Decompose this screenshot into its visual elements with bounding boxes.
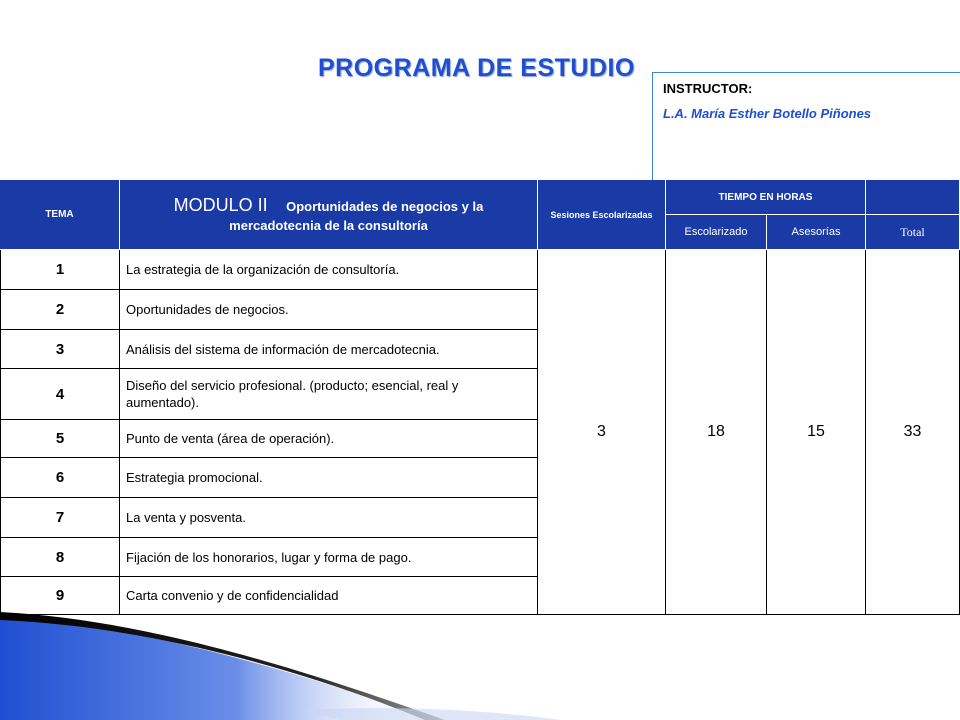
- module-title: MODULO II: [173, 194, 268, 215]
- topic-text: Análisis del sistema de información de mercadotecnia.: [120, 330, 538, 369]
- topic-number: 3: [0, 330, 120, 369]
- topic-text: Fijación de los honorarios, lugar y forma de pago.: [120, 538, 538, 577]
- header-modulo: [120, 180, 538, 250]
- header-tiempo: TIEMPO EN HORAS: [666, 180, 866, 215]
- asesorias-value: 15: [767, 250, 866, 615]
- module-description-line1: Oportunidades de negocios y la: [286, 198, 484, 214]
- escolarizado-value: 18: [666, 250, 767, 615]
- topic-number: 9: [0, 577, 120, 615]
- module-description-line2: mercadotecnia de la consultoría: [229, 217, 428, 233]
- topic-text: Estrategia promocional.: [120, 458, 538, 498]
- header-total: Total: [866, 215, 960, 250]
- topic-text: La venta y posventa.: [120, 498, 538, 538]
- header-blank: [866, 180, 960, 215]
- topic-text: La estrategia de la organización de consultoría.: [120, 250, 538, 290]
- topic-text: Diseño del servicio profesional. (producto; esencial, real y aumentado).: [120, 369, 538, 420]
- header-escolarizado: Escolarizado: [666, 215, 767, 250]
- topic-number: 7: [0, 498, 120, 538]
- topic-number: 6: [0, 458, 120, 498]
- topic-number: 8: [0, 538, 120, 577]
- topic-text: Punto de venta (área de operación).: [120, 420, 538, 458]
- page-title: PROGRAMA DE ESTUDIO: [318, 54, 635, 82]
- header-asesorias: Asesorías: [767, 215, 866, 250]
- header-sesiones: Sesiones Escolarizadas: [538, 180, 666, 250]
- topic-number: 1: [0, 250, 120, 290]
- instructor-label: INSTRUCTOR:: [663, 81, 753, 96]
- topic-text: Oportunidades de negocios.: [120, 290, 538, 330]
- decorative-swoosh: [0, 610, 960, 720]
- header-tema: TEMA: [0, 180, 120, 250]
- instructor-name: L.A. María Esther Botello Piñones: [663, 106, 872, 121]
- total-value: 33: [866, 250, 960, 615]
- topic-number: 2: [0, 290, 120, 330]
- sesiones-value: 3: [538, 250, 666, 615]
- topic-number: 5: [0, 420, 120, 458]
- topic-text: Carta convenio y de confidencialidad: [120, 577, 538, 615]
- instructor-box: [652, 72, 960, 180]
- topic-number: 4: [0, 369, 120, 420]
